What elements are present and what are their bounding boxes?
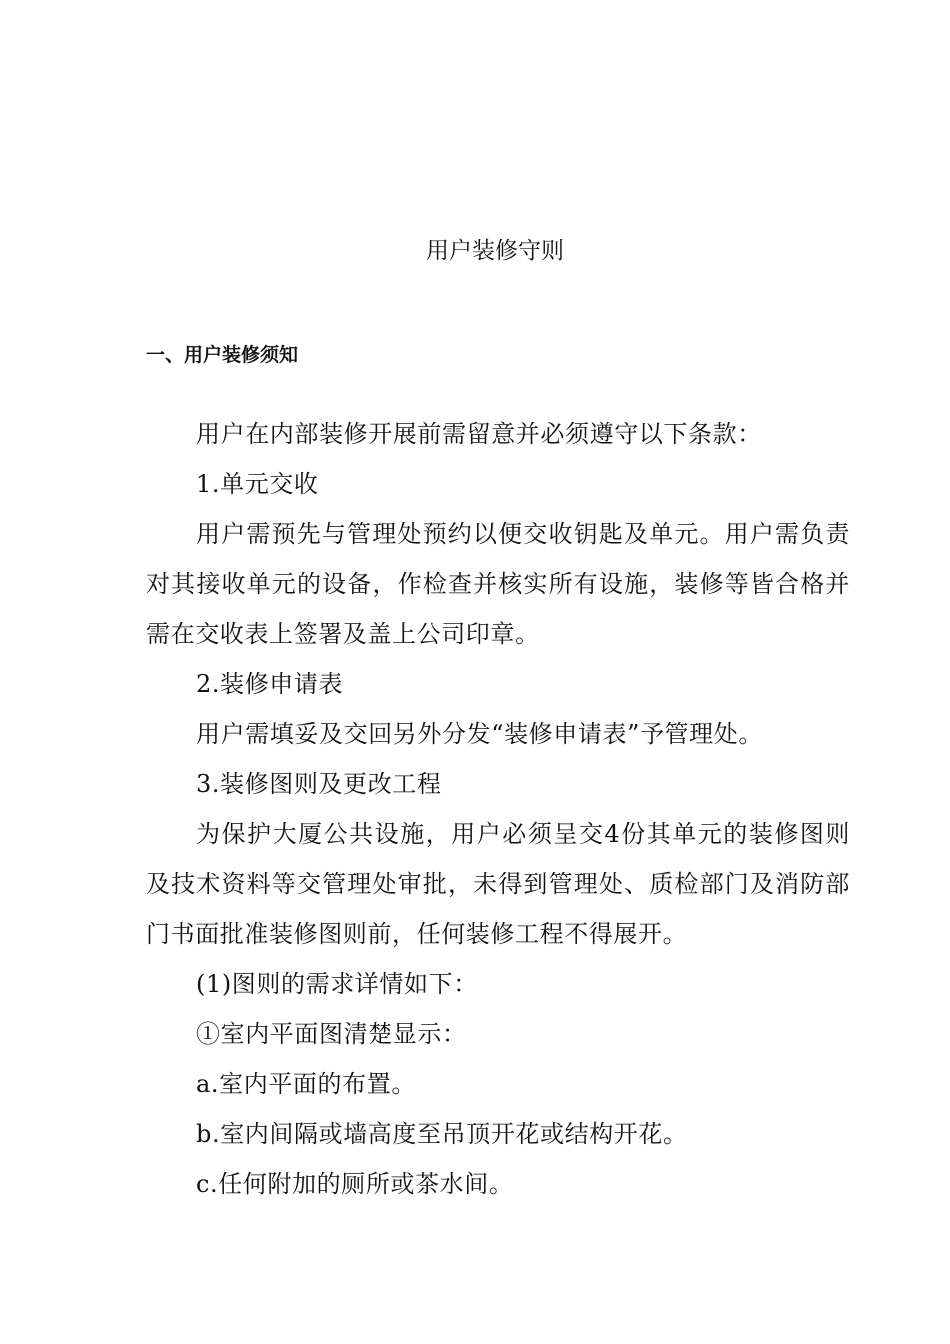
paragraph-unit-handover: 用户需预先与管理处预约以便交收钥匙及单元。用户需负责对其接收单元的设备，作检查并核实所有设施，装修等皆合格并需在交收表上签署及盖上公司印章。 <box>146 520 850 648</box>
list-item-c: c.任何附加的厕所或茶水间。 <box>196 1170 514 1198</box>
paragraph-intro: 用户在内部装修开展前需留意并必须遵守以下条款： <box>196 420 762 448</box>
section-heading: 一、用户装修须知 <box>146 344 299 366</box>
clause-heading-unit-handover: 1.单元交收 <box>196 470 319 498</box>
paragraph-application-form: 用户需填妥及交回另外分发“装修申请表”予管理处。 <box>196 720 763 748</box>
sub-clause-drawing-requirements: (1)图则的需求详情如下： <box>196 970 478 998</box>
paragraph-drawings: 为保护大厦公共设施，用户必须呈交4份其单元的装修图则及技术资料等交管理处审批，未得到管理处、质检部门及消防部门书面批准装修图则前，任何装修工程不得展开。 <box>146 820 850 948</box>
list-item-b: b.室内间隔或墙高度至吊顶开花或结构开花。 <box>196 1120 688 1148</box>
sub-item-floor-plan: ①室内平面图清楚显示： <box>196 1020 467 1048</box>
list-item-a: a.室内平面的布置。 <box>196 1070 416 1098</box>
document-body <box>146 409 850 1209</box>
clause-heading-drawings: 3.装修图则及更改工程 <box>196 770 442 798</box>
clause-heading-application-form: 2.装修申请表 <box>196 670 344 698</box>
document-title: 用户装修守则 <box>426 238 564 264</box>
